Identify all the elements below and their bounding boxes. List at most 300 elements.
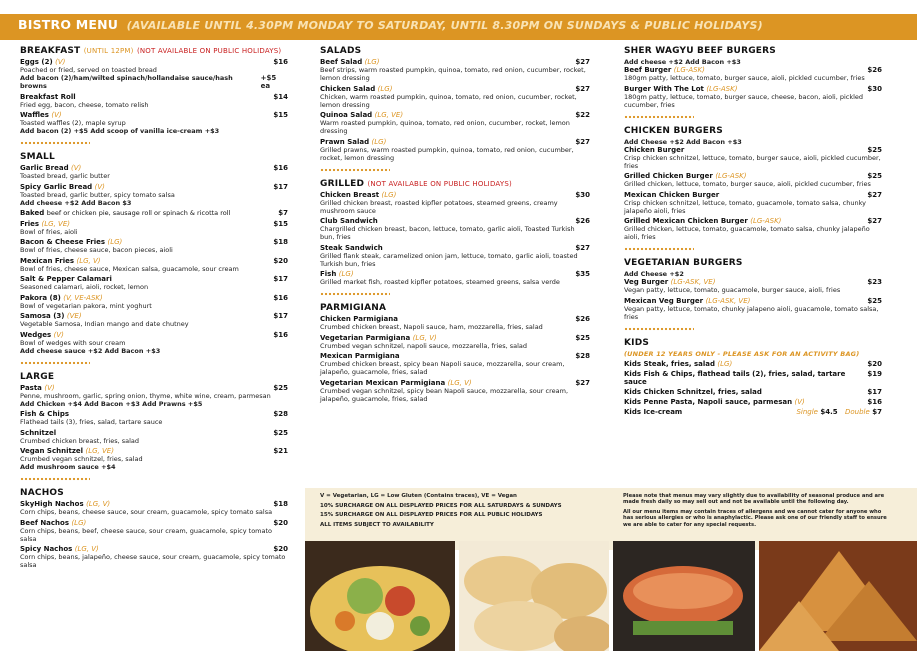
item-addon xyxy=(20,400,288,408)
item-name xyxy=(320,111,403,119)
item-price: $17 xyxy=(273,182,288,191)
item-name xyxy=(20,447,114,455)
double-label: Double xyxy=(845,407,870,416)
items-list xyxy=(20,384,288,472)
menu-item xyxy=(320,334,590,350)
item-name xyxy=(624,146,684,154)
item-name-text: SkyHigh Nachos xyxy=(20,500,84,508)
items-list xyxy=(20,500,288,569)
icecream-prices xyxy=(796,408,882,416)
diet-tag: (V) xyxy=(51,111,62,119)
diet-tag: (V) xyxy=(71,164,82,172)
item-name-text: Beef Nachos xyxy=(20,518,70,527)
item-line xyxy=(20,331,288,339)
menu-item xyxy=(20,500,288,516)
item-description: Grilled chicken, lettuce, tomato, guacamole, tomato salsa, chunky jalapeño aioli, fries xyxy=(624,225,870,241)
dotted-separator xyxy=(624,327,694,331)
section-title: VEGETARIAN BURGERS xyxy=(624,258,743,268)
item-description: Vegan patty, lettuce, tomato, guacamole, burger sauce, aioli, fries xyxy=(624,286,841,294)
menu-item xyxy=(20,384,288,408)
menu-item xyxy=(320,379,590,403)
surcharge-holiday: 15% SURCHARGE ON ALL DISPLAYED PRICES FOR ALL PUBLIC HOLIDAYS xyxy=(320,512,543,518)
item-name-text: Fries xyxy=(20,219,40,228)
item-name-text: Vegetarian Mexican Parmigiana xyxy=(320,378,446,387)
item-description: Crumbed chicken breast, fries, salad xyxy=(20,436,140,445)
menu-item xyxy=(320,352,590,376)
item-description: Vegan patty, lettuce, tomato, chunky jalapeno aioli, guacamole, tomato salsa, fries xyxy=(624,304,879,321)
item-name-text: Pakora (8) xyxy=(20,293,61,302)
item-line xyxy=(20,410,288,418)
item-line xyxy=(320,352,590,360)
items-list xyxy=(20,58,288,135)
item-price: $26 xyxy=(575,315,590,323)
menu-item xyxy=(624,217,882,241)
item-price: $17 xyxy=(273,275,288,283)
item-name xyxy=(20,384,55,392)
item-price: $27 xyxy=(575,378,590,387)
diet-tag: (LG-ASK) xyxy=(673,66,705,74)
item-description: Bowl of fries, aioli xyxy=(20,227,78,236)
item-description: Bowl of fries, cheese sauce, bacon pieces, aioli xyxy=(20,246,173,254)
addon-text: Add mushroom sauce +$4 xyxy=(20,463,116,471)
item-name xyxy=(20,58,65,66)
item-name xyxy=(624,297,750,305)
breakfast-section xyxy=(20,46,288,135)
single-price: $4.5 xyxy=(820,407,838,416)
menu-availability: (AVAILABLE UNTIL 4.30PM MONDAY TO SATURDAY, UNTIL 8.30PM ON SUNDAYS & PUBLIC HOLIDAYS) xyxy=(126,19,763,32)
item-price: $18 xyxy=(273,500,288,508)
menu-title-text: BISTRO MENU xyxy=(18,17,119,32)
item-name-text: Vegan Schnitzel xyxy=(20,447,84,455)
menu-item xyxy=(320,58,590,82)
item-description: beef or chicken pie, sausage roll or spinach & ricotta roll xyxy=(46,209,231,217)
item-name-text: Grilled Chicken Burger xyxy=(624,172,713,180)
item-name xyxy=(20,164,81,172)
diet-tag: (LG, VE) xyxy=(41,219,70,228)
footer-legend xyxy=(320,492,600,530)
kids-item xyxy=(624,370,882,386)
item-price: $16 xyxy=(273,58,288,66)
items-list xyxy=(320,58,590,162)
dotted-separator xyxy=(20,141,90,145)
allergen-note: All our menu items may contain traces of allergens and we cannot cater for anyone who has serious allergies or who is anaphylactic. Please ask one of our friendly staff to ensure we are able to cater for any special requests. xyxy=(623,508,887,528)
item-description: Penne, mushroom, garlic, spring onion, thyme, white wine, cream, parmesan xyxy=(20,391,271,400)
item-line xyxy=(320,85,590,93)
samosa-photo xyxy=(759,541,917,651)
item-name xyxy=(320,191,396,199)
item-name xyxy=(20,257,101,265)
menu-item xyxy=(624,297,882,321)
item-name-text: Chicken Salad xyxy=(320,84,376,93)
kids-section xyxy=(624,338,882,416)
menu-item xyxy=(624,278,882,294)
item-addon xyxy=(20,199,288,207)
item-name xyxy=(20,500,110,508)
item-name-text: Mexican Parmigiana xyxy=(320,352,400,360)
item-price: $17 xyxy=(273,312,288,320)
item-price: $20 xyxy=(273,518,288,527)
dotted-separator xyxy=(320,168,390,172)
item-price: $15 xyxy=(273,219,288,228)
item-name-text: Beef Burger xyxy=(624,66,672,74)
item-description: Seasoned calamari, aioli, rocket, lemon xyxy=(20,283,149,291)
item-description: Beef strips, warm roasted pumpkin, quinoa, tomato, red onion, cucumber, rocket, lemon dressing xyxy=(320,66,586,82)
addon-text: Add bacon (2)/ham/wilted spinach/hollandaise sauce/hash browns xyxy=(20,74,233,90)
items-list xyxy=(320,315,590,403)
item-description: Vegetable Samosa, Indian mango and date chutney xyxy=(20,320,189,328)
item-line xyxy=(624,297,882,305)
menu-item xyxy=(20,93,288,109)
section-title: NACHOS xyxy=(20,488,64,498)
dotted-separator xyxy=(20,477,90,481)
item-addon xyxy=(20,74,288,90)
item-price: $30 xyxy=(575,190,590,199)
item-addon xyxy=(20,463,288,471)
item-description: Bowl of fries, cheese sauce, Mexican salsa, guacamole, sour cream xyxy=(20,264,239,273)
item-name-text: Wedges xyxy=(20,330,52,339)
dotted-separator xyxy=(624,247,694,251)
section-title: SMALL xyxy=(20,152,55,162)
item-line xyxy=(624,85,882,93)
item-description: Crisp chicken schnitzel, lettuce, tomato, guacamole, tomato salsa, chunky jalapeño aioli, fries xyxy=(624,198,866,215)
large-section xyxy=(20,372,288,472)
small-section xyxy=(20,152,288,355)
item-price: $22 xyxy=(575,111,590,119)
diet-tag: (LG) xyxy=(381,190,397,199)
diet-tag: (LG) xyxy=(71,518,87,527)
section-warning: (NOT AVAILABLE ON PUBLIC HOLIDAYS) xyxy=(367,179,512,188)
menu-item xyxy=(20,209,288,217)
diet-tag: (VE) xyxy=(66,312,82,320)
item-name-text: Burger With The Lot xyxy=(624,84,704,93)
item-price: $27 xyxy=(575,243,590,252)
items-list xyxy=(624,146,882,242)
item-price: $25 xyxy=(867,172,882,180)
item-description: Poached or fried, served on toasted bread xyxy=(20,66,157,74)
item-description: Corn chips, beans, beef, cheese sauce, sour cream, guacamole, spicy tomato salsa xyxy=(20,526,273,543)
item-name: Kids Ice-cream xyxy=(624,407,683,416)
menu-column-1 xyxy=(20,44,288,575)
menu-item xyxy=(624,146,882,170)
menu-item xyxy=(320,217,590,241)
item-description: Chicken, warm roasted pumpkin, quinoa, tomato, red onion, cucumber, rocket, lemon dressing xyxy=(320,92,577,109)
dotted-separator xyxy=(624,115,694,119)
item-name xyxy=(624,66,705,74)
item-addon xyxy=(20,127,288,135)
footer-notes xyxy=(623,493,889,528)
item-name xyxy=(20,312,82,320)
menu-column-2 xyxy=(320,44,590,409)
item-line xyxy=(20,384,288,392)
item-name-text: Salt & Pepper Calamari xyxy=(20,275,112,283)
item-line xyxy=(20,447,288,455)
item-name xyxy=(624,360,732,368)
item-price: $25 xyxy=(867,296,882,305)
menu-item xyxy=(20,429,288,445)
item-line xyxy=(20,545,288,553)
item-name-text: Quinoa Salad xyxy=(320,111,373,119)
grilled-section xyxy=(320,179,590,287)
section-title xyxy=(320,179,590,189)
menu-item xyxy=(20,164,288,180)
item-line xyxy=(20,209,288,217)
availability-note: ALL ITEMS SUBJECT TO AVAILABILITY xyxy=(320,521,434,528)
section-title-text: GRILLED xyxy=(320,178,365,189)
item-line xyxy=(20,111,288,119)
item-name-text: Waffles xyxy=(20,111,49,119)
items-list xyxy=(624,66,882,109)
section-title: PARMIGIANA xyxy=(320,303,387,313)
item-price: $25 xyxy=(867,145,882,154)
item-name xyxy=(624,172,746,180)
item-description: Crumbed chicken breast, spicy bean Napoli sauce, mozzarella, sour cream, jalapeño, guacamole, fries, salad xyxy=(320,360,565,376)
item-price: $14 xyxy=(273,92,288,101)
item-description: Chargrilled chicken breast, bacon, lettuce, tomato, garlic aioli, Toasted Turkish bun, fries xyxy=(320,225,575,241)
item-price: $27 xyxy=(867,190,882,199)
section-title xyxy=(20,46,288,56)
item-name xyxy=(20,93,76,101)
menu-item xyxy=(624,191,882,215)
item-name xyxy=(20,111,62,119)
menu-item xyxy=(320,315,590,331)
dotted-separator xyxy=(20,361,90,365)
menu-item xyxy=(20,294,288,310)
item-name-text: Spicy Garlic Bread xyxy=(20,182,93,191)
item-price: $23 xyxy=(867,278,882,286)
items-list xyxy=(624,360,882,406)
section-warning: (NOT AVAILABLE ON PUBLIC HOLIDAYS) xyxy=(136,47,282,55)
item-name xyxy=(20,519,86,527)
menu-item xyxy=(20,275,288,291)
item-price: $18 xyxy=(273,238,288,246)
item-name xyxy=(624,370,867,386)
item-name-text: Chicken Parmigiana xyxy=(320,315,398,323)
section-title: LARGE xyxy=(20,371,55,382)
item-name-text: Fish & Chips xyxy=(20,410,70,418)
item-line xyxy=(20,93,288,101)
salads-section xyxy=(320,46,590,162)
item-line xyxy=(320,111,590,119)
menu-item xyxy=(320,85,590,109)
section-addon: Add cheese +$2 Add Bacon +$3 xyxy=(624,58,741,66)
item-line xyxy=(20,257,288,265)
diet-tag: (LG) xyxy=(377,84,393,93)
item-name xyxy=(320,217,378,225)
double-price: $7 xyxy=(872,407,882,416)
item-name-text: Kids Fish & Chips, flathead tails (2), fries, salad, tartare sauce xyxy=(624,369,846,386)
item-name xyxy=(320,138,386,146)
item-description: Toasted waffles (2), maple syrup xyxy=(20,119,126,127)
item-name xyxy=(20,209,230,217)
item-name xyxy=(624,388,762,396)
diet-tag: (V) xyxy=(94,182,105,191)
item-name xyxy=(20,331,64,339)
item-price: $28 xyxy=(273,410,288,418)
item-name-text: Bacon & Cheese Fries xyxy=(20,238,106,246)
menu-title xyxy=(18,17,763,32)
item-name-text: Pasta xyxy=(20,383,42,392)
item-description: Bowl of wedges with sour cream xyxy=(20,338,126,347)
item-name xyxy=(20,294,103,302)
section-title: CHICKEN BURGERS xyxy=(624,125,723,136)
item-price: $25 xyxy=(273,428,288,437)
item-description: Corn chips, beans, cheese sauce, sour cream, guacamole, spicy tomato salsa xyxy=(20,508,273,516)
diet-tag: (LG, V) xyxy=(74,545,99,553)
kids-item xyxy=(624,398,882,406)
parmigiana-section xyxy=(320,303,590,403)
item-line xyxy=(320,270,590,278)
diet-tag: (LG, V) xyxy=(86,500,111,508)
item-price: $27 xyxy=(575,137,590,146)
item-price: $27 xyxy=(867,217,882,225)
diet-tag: (LG) xyxy=(364,58,380,66)
item-description: Warm roasted pumpkin, quinoa, tomato, red onion, cucumber, rocket, lemon dressing xyxy=(320,119,570,135)
nachos-section xyxy=(20,488,288,569)
diet-tag: (V, VE-ASK) xyxy=(63,293,103,302)
item-description: Grilled prawns, warm roasted pumpkin, quinoa, tomato, red onion, cucumber, rocket, lemon dressing xyxy=(320,145,574,162)
diet-tag: (LG-ASK, VE) xyxy=(705,296,751,305)
item-price: $26 xyxy=(575,217,590,225)
diet-tag: (LG) xyxy=(717,359,733,368)
item-price: $16 xyxy=(273,164,288,172)
diet-tag: (LG-ASK) xyxy=(706,84,738,93)
item-description: Crisp chicken schnitzel, lettuce, tomato, burger sauce, aioli, pickled cucumber, fries xyxy=(624,153,881,170)
item-line xyxy=(624,66,882,74)
diet-tag: (LG) xyxy=(338,270,354,278)
dotted-separator xyxy=(320,292,390,296)
item-description: 180gm patty, lettuce, tomato, burger sauce, cheese, bacon, aioli, pickled cucumber, fries xyxy=(624,92,864,109)
item-name-text: Kids Chicken Schnitzel, fries, salad xyxy=(624,387,762,396)
chicken-burgers-section xyxy=(624,126,882,242)
menu-item xyxy=(320,138,590,162)
item-name xyxy=(320,315,398,323)
single-label: Single xyxy=(796,407,818,416)
item-name xyxy=(20,410,69,418)
item-name xyxy=(320,334,437,342)
item-line xyxy=(20,312,288,320)
item-name xyxy=(624,191,719,199)
menu-item xyxy=(20,111,288,135)
item-name-text: Steak Sandwich xyxy=(320,243,383,252)
item-name-text: Eggs (2) xyxy=(20,58,53,66)
menu-item xyxy=(320,191,590,215)
item-line xyxy=(320,138,590,146)
item-line xyxy=(20,58,288,66)
section-title: SALADS xyxy=(320,46,362,56)
item-name-text: Chicken Burger xyxy=(624,145,685,154)
menu-item xyxy=(320,111,590,135)
diet-tag: (LG, V) xyxy=(76,256,101,265)
item-price: $27 xyxy=(575,84,590,93)
item-price: $7 xyxy=(278,209,288,217)
menu-item xyxy=(20,183,288,207)
item-name-text: Kids Penne Pasta, Napoli sauce, parmesan xyxy=(624,397,793,406)
item-name xyxy=(20,238,122,246)
item-line xyxy=(20,238,288,246)
item-description: Fried egg, bacon, cheese, tomato relish xyxy=(20,100,149,109)
menu-item xyxy=(624,85,882,109)
diet-tag: (LG-ASK) xyxy=(750,217,782,225)
item-name xyxy=(20,545,99,553)
item-line xyxy=(20,164,288,172)
item-line xyxy=(20,500,288,508)
item-description: Bowl of vegetarian pakora, mint yoghurt xyxy=(20,301,152,310)
item-line xyxy=(320,379,590,387)
diet-tag: (V) xyxy=(794,397,805,406)
diet-tag: (LG, V) xyxy=(447,378,472,387)
food-photos xyxy=(305,541,917,651)
item-line xyxy=(20,294,288,302)
item-price: $16 xyxy=(273,330,288,339)
item-name xyxy=(320,352,400,360)
item-name xyxy=(320,270,354,278)
item-name-text: Veg Burger xyxy=(624,278,669,286)
item-addon xyxy=(20,347,288,355)
items-list xyxy=(20,164,288,355)
diet-tag: (LG-ASK, VE) xyxy=(670,278,716,286)
section-addon: Add Cheese +$2 Add Bacon +$3 xyxy=(624,137,742,146)
diet-tag: (LG-ASK) xyxy=(715,172,747,180)
menu-item xyxy=(20,220,288,236)
addon-text: Add bacon (2) +$5 Add scoop of vanilla ice-cream +$3 xyxy=(20,127,220,135)
item-name-text: Prawn Salad xyxy=(320,137,370,146)
item-price: $27 xyxy=(575,58,590,66)
diet-tag: (V) xyxy=(55,58,66,66)
item-price: $16 xyxy=(867,397,882,406)
nachos-photo xyxy=(305,541,455,651)
item-name-text: Club Sandwich xyxy=(320,217,378,225)
item-name xyxy=(624,398,805,406)
diet-tag: (V) xyxy=(44,383,55,392)
menu-item xyxy=(624,172,882,188)
item-name xyxy=(20,429,56,437)
section-title: SHER WAGYU BEEF BURGERS xyxy=(624,46,776,56)
item-name-text: Mexican Fries xyxy=(20,256,75,265)
diet-tag: (LG, V) xyxy=(412,333,437,342)
item-description: Crumbed vegan schnitzel, fries, salad xyxy=(20,455,143,463)
veg-burgers-section xyxy=(624,258,882,321)
menu-item xyxy=(20,331,288,355)
wagyu-section xyxy=(624,46,882,109)
item-name-text: Garlic Bread xyxy=(20,164,69,172)
menu-item xyxy=(20,447,288,471)
item-line xyxy=(320,191,590,199)
item-line xyxy=(320,58,590,66)
item-name xyxy=(20,220,70,228)
section-addon: Add Cheese +$2 xyxy=(624,270,684,278)
item-name xyxy=(320,85,392,93)
item-name-text: Mexican Veg Burger xyxy=(624,296,704,305)
item-line xyxy=(20,429,288,437)
item-price: $20 xyxy=(273,256,288,265)
diet-tag: (LG, VE) xyxy=(374,111,404,119)
item-description: 180gm patty, lettuce, tomato, burger sauce, aioli, pickled cucumber, fries xyxy=(624,74,865,82)
addon-text: Add cheese sauce +$2 Add Bacon +$3 xyxy=(20,346,161,355)
menu-item xyxy=(20,58,288,90)
menu-item xyxy=(20,545,288,569)
item-name xyxy=(624,278,715,286)
item-price: $25 xyxy=(273,383,288,392)
kids-item xyxy=(624,360,882,368)
item-name-text: Grilled Mexican Chicken Burger xyxy=(624,217,748,225)
item-line xyxy=(624,191,882,199)
item-line xyxy=(20,519,288,527)
item-price: $16 xyxy=(273,293,288,302)
item-price: $35 xyxy=(575,270,590,278)
item-price: $28 xyxy=(575,352,590,360)
addon-text: Add Chicken +$4 Add Bacon +$3 Add Prawns +$5 xyxy=(20,399,203,408)
item-line xyxy=(320,244,590,252)
